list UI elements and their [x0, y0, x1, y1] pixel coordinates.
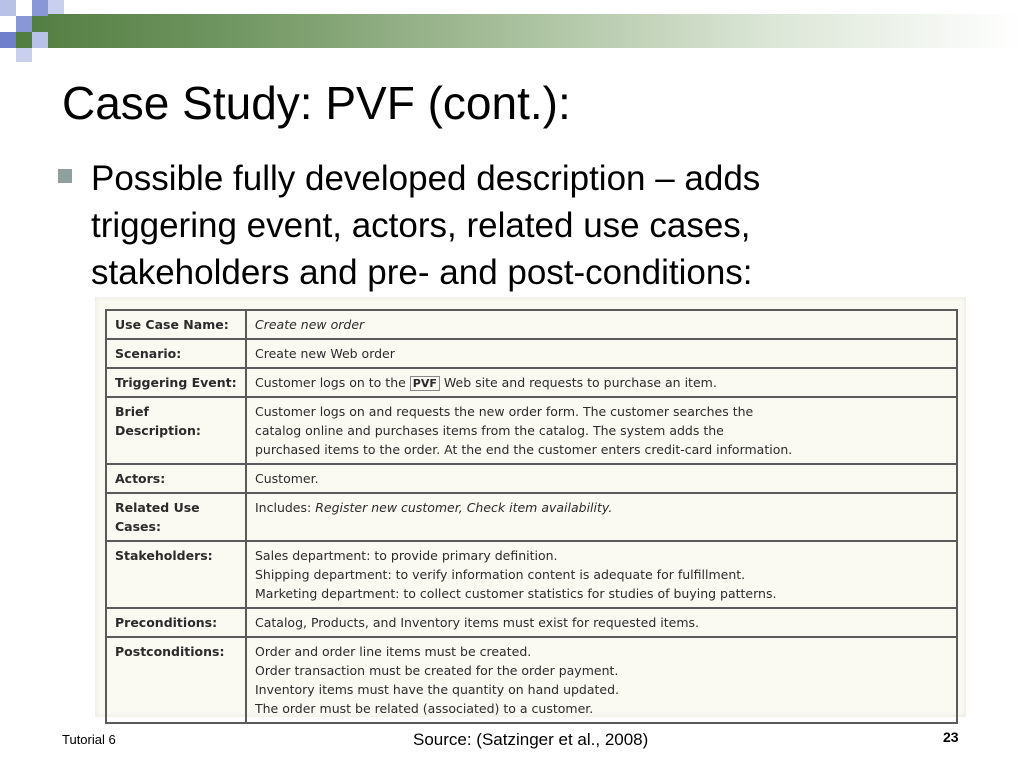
row-label: Stakeholders:: [106, 541, 246, 608]
row-value: Sales department: to provide primary definition. Shipping department: to verify information content is adequate for fulfillment. Marketing department: to collect customer statistics for studies of buying patterns.: [246, 541, 957, 608]
table-row: [106, 397, 957, 464]
table-row: [106, 541, 957, 608]
table-row: [106, 493, 957, 541]
row-value: Customer logs on and requests the new order form. The customer searches the catalog online and purchases items from the catalog. The system adds the purchased items to the order. At the end the customer enters credit-card information.: [246, 397, 957, 464]
row-value: Order and order line items must be created. Order transaction must be created for the order payment. Inventory items must have the quantity on hand updated. The order must be related (associated) to a customer.: [246, 637, 957, 723]
row-label: Triggering Event:: [106, 368, 246, 397]
bullet-text: Possible fully developed description – adds triggering event, actors, related use cases, stakeholders and pre- and post-conditions:: [91, 159, 761, 292]
row-label: Related Use Cases:: [106, 493, 246, 541]
header-gradient-band: [0, 14, 1024, 48]
slide-title: Case Study: PVF (cont.):: [62, 77, 571, 129]
row-value: Create new order: [246, 310, 957, 339]
row-label: Brief Description:: [106, 397, 246, 464]
table-row: [106, 368, 957, 397]
slide-number: 23: [943, 729, 959, 745]
table-row: [106, 464, 957, 493]
use-case-scan-image: [95, 297, 966, 717]
row-label: Actors:: [106, 464, 246, 493]
row-label: Preconditions:: [106, 608, 246, 637]
row-value: Includes: Register new customer, Check item availability.: [246, 493, 957, 541]
row-label: Postconditions:: [106, 637, 246, 723]
row-value: Create new Web order: [246, 339, 957, 368]
footer-source-citation: Source: (Satzinger et al., 2008): [413, 730, 649, 749]
row-value: Customer.: [246, 464, 957, 493]
table-row: [106, 637, 957, 723]
row-value: Customer logs on to the PVF Web site and requests to purchase an item.: [246, 368, 957, 397]
use-case-table: [105, 309, 958, 724]
table-row: [106, 339, 957, 368]
table-row: [106, 608, 957, 637]
table-row: [106, 310, 957, 339]
row-label: Scenario:: [106, 339, 246, 368]
row-label: Use Case Name:: [106, 310, 246, 339]
footer-course-label: Tutorial 6: [62, 732, 116, 747]
pvf-inserted-label: PVF: [410, 376, 440, 391]
row-value: Catalog, Products, and Inventory items must exist for requested items.: [246, 608, 957, 637]
square-bullet-icon: [58, 169, 72, 183]
